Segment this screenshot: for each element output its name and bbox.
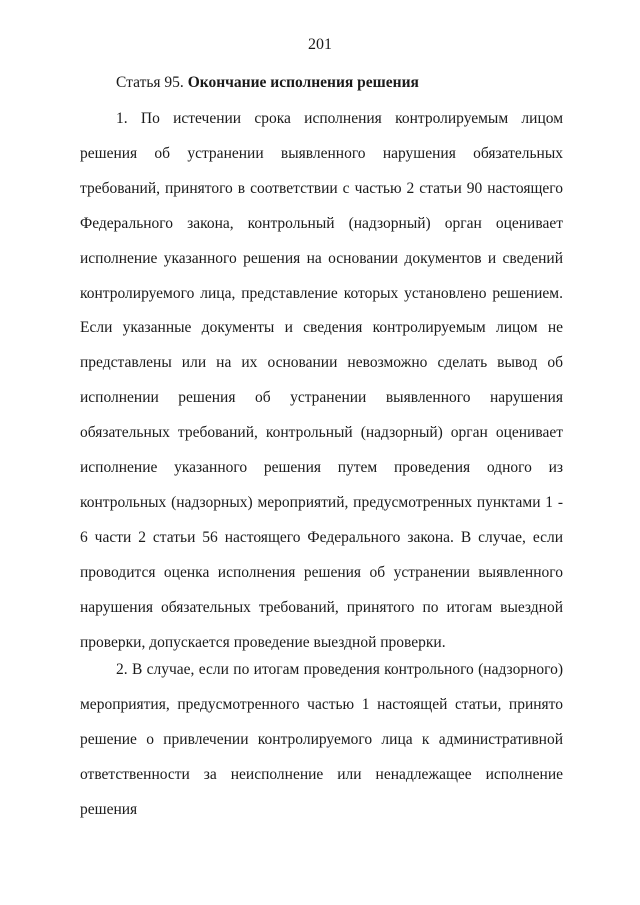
page-number: 201: [308, 36, 332, 53]
article-title: Окончание исполнения решения: [187, 74, 419, 91]
article-heading: [116, 74, 419, 92]
paragraph-2: 2. В случае, если по итогам проведения контрольного (надзорного) мероприятия, предусмотренного частью 1 настоящей статьи, принято решение о привлечении контролируемого лица к административной ответственности за неисполнение или ненадлежащее исполнение решения: [80, 661, 563, 818]
paragraph-1: 1. По истечении срока исполнения контролируемым лицом решения об устранении выявленного нарушения обязательных требований, принятого в соответствии с частью 2 статьи 90 настоящего Федерального закона, контрольный (надзорный) орган оценивает исполнение указанного решения на основании документов и сведений контролируемого лица, представление которых установлено решением. Если указанные документы и сведения контролируемым лицом не представлены или на их основании невозможно сделать вывод об исполнении решения об устранении выявленного нарушения обязательных требований, контрольный (надзорный) орган оценивает исполнение указанного решения путем проведения одного из контрольных (надзорных) мероприятий, предусмотренных пунктами 1 - 6 части 2 статьи 56 настоящего Федерального закона. В случае, если проводится оценка исполнения решения об устранении выявленного нарушения обязательных требований, принятого по итогам выездной проверки, допускается проведение выездной проверки.: [80, 110, 563, 651]
article-label: Статья 95.: [116, 74, 184, 91]
